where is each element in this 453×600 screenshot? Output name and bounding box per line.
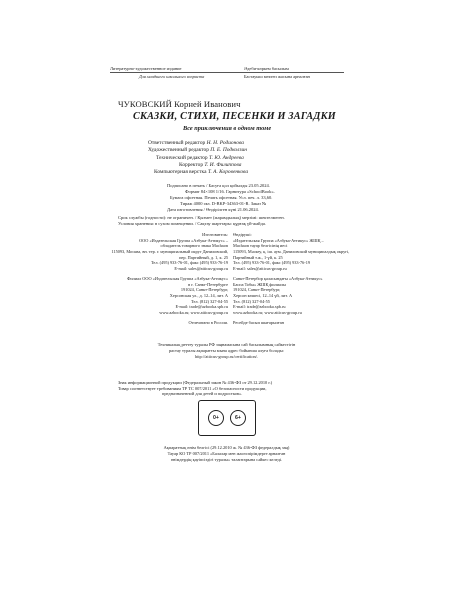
note-line: Товар соответствует требованиям ТР ТС 007/2011 «О безопасности продукции,: [118, 385, 267, 391]
branch-line: Филиал ООО «Издательская Группа «Азбука-Аттикус»: [126, 276, 228, 281]
manufacturer-line: ООО «Издательская Группа «Азбука-Аттикус» –: [139, 237, 228, 243]
manufacturer-line: 115093, Москва, вн. тер. г. муниципальный округ Даниловский,: [111, 248, 228, 254]
staff-role: Технический редактор: [156, 154, 208, 161]
branch-line: Тел. (812) 327-04-55: [233, 298, 270, 304]
note-line: Знак информационной продукции (Федеральный закон № 436-ФЗ от 29.12.2010 г.): [118, 380, 273, 385]
print-info-line: Формат 84×108 1/16. Гарнитура «SchoolBook».: [185, 189, 275, 195]
staff-name: Т. А. Коровенкова: [207, 169, 249, 176]
manufacturer-line: 115093, Мәскеу, қ. іш. аум. Даниловский муниципалдық округі,: [233, 248, 350, 254]
header-left-genre: Литературно-художественное издание: [110, 66, 182, 71]
manufacturer-line: Партийный т.ж., 1-үй, к. 25: [233, 254, 283, 260]
note-line: өнімдердің қауіпсіздігі туралы» талаптарына сәйкес келеді.: [170, 456, 283, 462]
header-right-genre: Әдеби-көркем басылым: [244, 66, 289, 71]
print-info-line: Дата изготовления / Өндірілген күні 21.06.2024.: [167, 207, 259, 213]
staff-row: [148, 155, 248, 162]
note-line: Ақпараттық өнім белгісі (29.12.2010 ж. № 436-ФЗ федералдық заң): [163, 445, 290, 450]
storage-line: Условия хранения: в сухом помещении. / Сақтау шарттары: құрғақ үй-жайда.: [118, 221, 266, 227]
manufacturer-line: Тел. (495) 933-76-01, факс (495) 933-76-19: [233, 260, 311, 266]
print-info: [167, 183, 275, 213]
note-line: Техникалық реттеу туралы РФ заңнамасына сай басылымның сәйкестігін: [157, 342, 296, 347]
storage-line: Срок службы (годности): не ограничен. / Қызмет (жарамдылық) мерзімі: шектелмеген.: [118, 215, 285, 220]
staff-name: Т. И. Филиппова: [204, 161, 242, 168]
staff-row: [148, 162, 248, 169]
staff-name: П. Е. Подколзин: [210, 147, 247, 154]
book-author: ЧУКОВСКИЙ Корней Иванович: [118, 99, 241, 109]
note-line: предназначенной для детей и подростков».: [162, 391, 243, 397]
manufacturer-line: пер. Партийный, д. 1, к. 25: [179, 254, 228, 260]
branch-line: в г. Санкт-Петербурге: [188, 281, 228, 287]
staff-role: Компьютерная верстка: [154, 169, 207, 176]
staff-role: Корректор: [179, 161, 204, 168]
branch-line: Баспа Тобы» ЖШҚ филиалы: [233, 281, 286, 287]
branch-ru: [127, 276, 228, 316]
staff-role: Ответственный редактор: [148, 140, 206, 146]
note-line: растау туралы ақпаратты мына адрес бойынша алуға болады:: [168, 348, 285, 353]
note-line: http://atticus-group.ru/certification/.: [194, 354, 259, 359]
branch-line: www.azbooka.ru; www.atticus-group.ru: [233, 309, 302, 315]
print-info-line: Тираж 4000 экз. D-BKP-34363-01-R. Заказ №: [180, 201, 267, 207]
manufacturer-heading: Өндіруші:: [233, 232, 252, 237]
manufacturer-line: Тел. (495) 933-76-01, факс (495) 933-76-19: [150, 260, 228, 266]
branch-line: Санкт-Петербор қаласындағы «Азбука-Аттикус»: [233, 276, 323, 281]
manufacturer-line: E-mail: sales@atticus-group.ru: [174, 265, 228, 271]
print-info-line: Подписано в печать / Басуға қол қойылды 23.05.2024.: [167, 183, 270, 188]
staff-name: Т. Ю. Андреева: [208, 154, 244, 161]
header-divider: [110, 72, 344, 73]
print-info-line: Бумага офсетная. Печать офсетная. Усл. печ. л. 33,60.: [170, 195, 273, 201]
age-badge-6: 6+: [230, 410, 246, 426]
age-badges-frame: [198, 400, 256, 436]
info-product-note-ru: [118, 380, 272, 397]
branch-line: Херсон көшесі, 12–14 үй, лит. А: [233, 292, 293, 298]
book-subtitle: Все приключения в одном томе: [183, 125, 272, 132]
manufacturer-kz: [233, 232, 349, 272]
branch-line: 191024, Санкт-Петербург,: [180, 287, 228, 293]
note-line: Тауар КО ТР 007/2011 «Балалар мен жасөспірімдерге арналған: [167, 450, 286, 456]
staff-role: Художественный редактор: [148, 147, 209, 154]
staff-row: [148, 147, 248, 154]
branch-line: E-mail: trade@azbooka.spb.ru: [233, 304, 286, 310]
manufacturer-ru: [111, 232, 228, 272]
branch-line: Тел. (812) 327-04-55: [191, 298, 228, 304]
manufacturer-line: «Издательская Группа «Азбука-Аттикус» ЖШҚ –: [233, 237, 324, 243]
certification-note-kz: [100, 342, 353, 360]
staff-list: [148, 140, 248, 176]
branch-line: Херсонская ул., д. 12–14, лит. А: [169, 292, 228, 298]
header-left-age: Для младшего школьного возраста: [139, 74, 205, 79]
printed-in-ru: Отпечатано в России.: [188, 320, 228, 325]
manufacturer-heading: Изготовитель:: [202, 232, 228, 237]
branch-line: E-mail: trade@azbooka.spb.ru: [175, 304, 228, 310]
storage-info: [118, 215, 285, 228]
manufacturer-line: E-mail: sales@atticus-group.ru: [233, 265, 287, 271]
header-right-age: Бастауыш мектеп жасына арналған: [244, 74, 310, 79]
staff-row: [148, 169, 248, 176]
manufacturer-line: обладатель товарного знака Machaon: [160, 243, 228, 249]
staff-name: Н. Н. Родионова: [206, 140, 244, 146]
branch-kz: [233, 276, 323, 316]
printed-in-kz: Ресейде басып шығарылған: [233, 320, 284, 325]
manufacturer-line: Machaon тауар белгісінің иесі: [233, 243, 288, 249]
branch-line: www.azbooka.ru; www.atticus-group.ru: [159, 309, 228, 315]
book-title: СКАЗКИ, СТИХИ, ПЕСЕНКИ И ЗАГАДКИ: [133, 111, 336, 122]
branch-line: 191024, Санкт-Петербург,: [233, 287, 281, 293]
age-badge-0: 0+: [208, 410, 224, 426]
bottom-note-kz: [100, 445, 353, 462]
